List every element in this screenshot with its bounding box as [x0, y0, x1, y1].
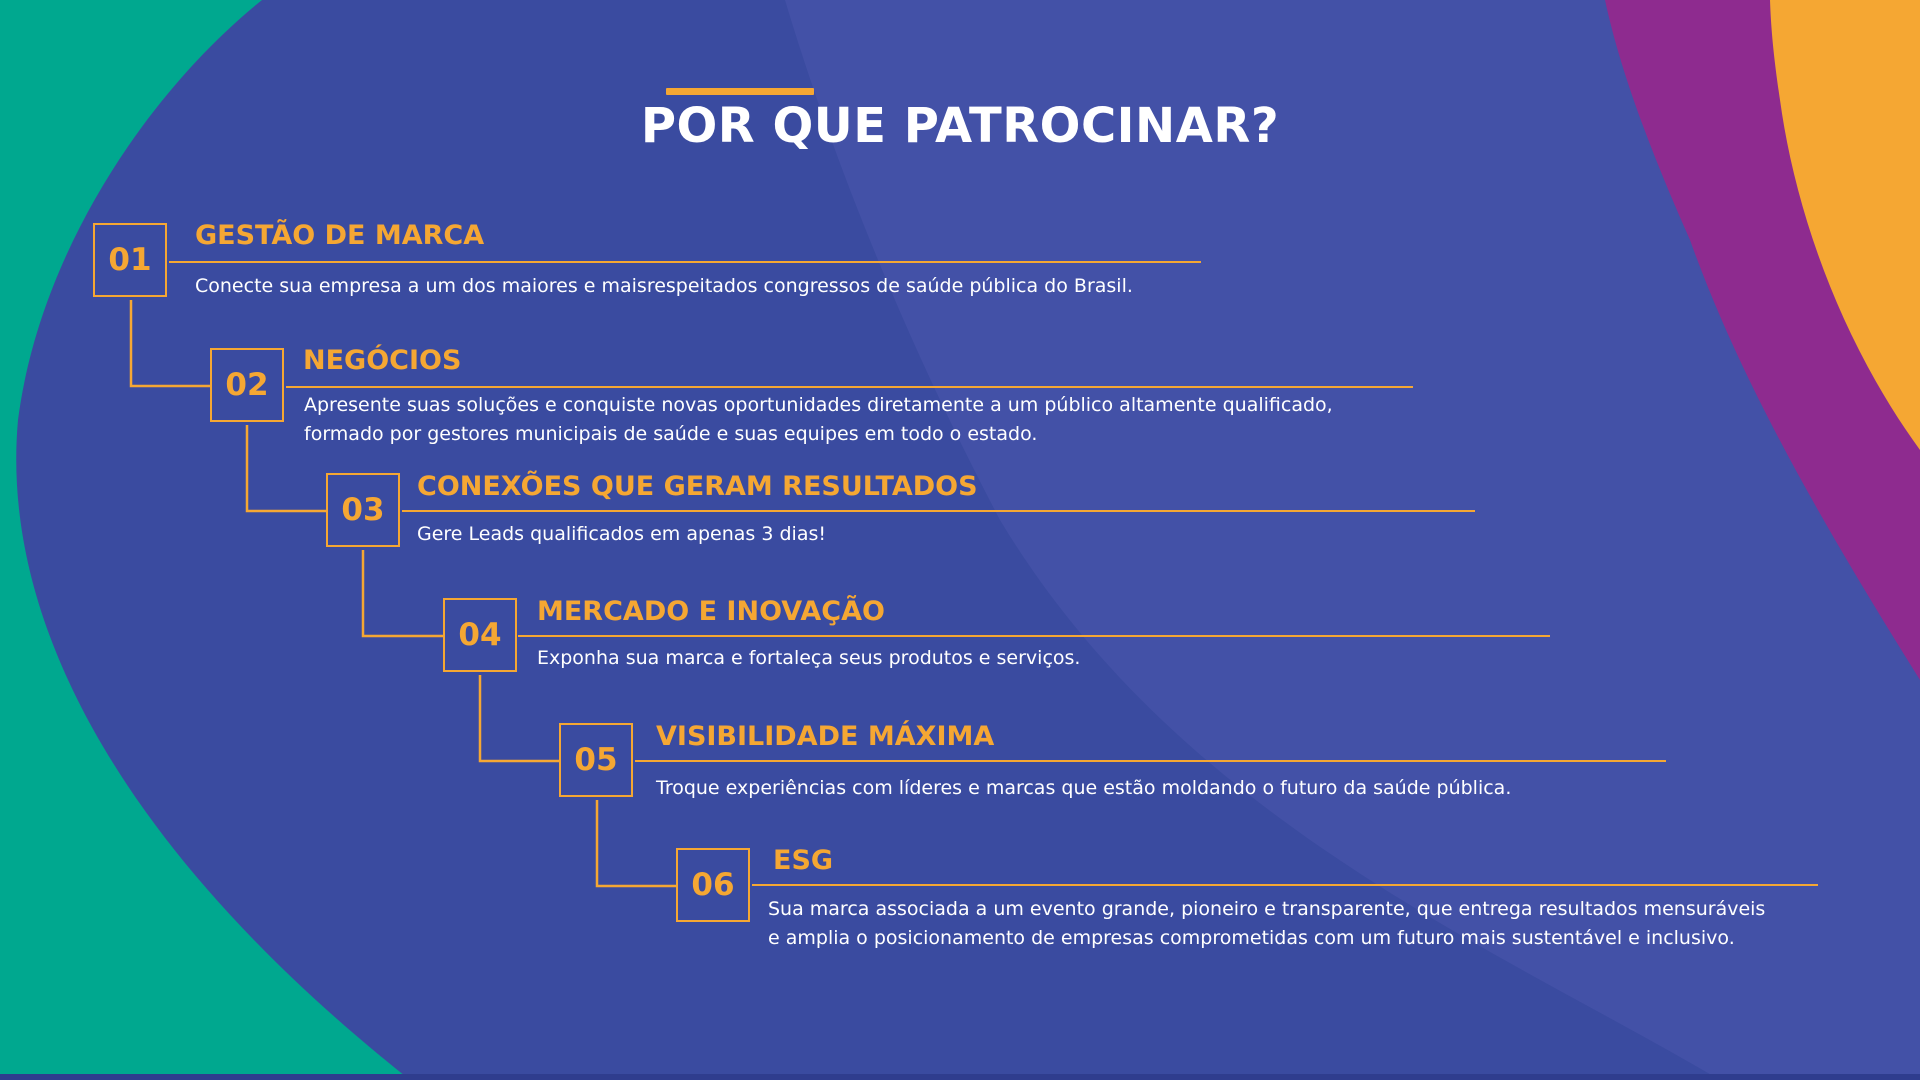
item-title-mercado-e-inovacao: MERCADO E INOVAÇÃO: [537, 596, 885, 627]
item-number-01: 01: [93, 223, 167, 297]
item-title-visibilidade-maxima: VISIBILIDADE MÁXIMA: [656, 721, 995, 752]
item-rule-04: [518, 635, 1550, 637]
item-desc-06-line-1: Sua marca associada a um evento grande, pioneiro e transparente, que entrega resultados mensuráveis: [768, 898, 1766, 920]
item-number-02: 02: [210, 348, 284, 422]
item-desc-05-line-1: Troque experiências com líderes e marcas que estão moldando o futuro da saúde pública.: [656, 777, 1512, 799]
item-title-esg: ESG: [773, 845, 834, 876]
item-number-05: 05: [559, 723, 633, 797]
item-number-06: 06: [676, 848, 750, 922]
item-desc-02-line-1: Apresente suas soluções e conquiste novas oportunidades diretamente a um público altamente qualificado,: [304, 394, 1333, 416]
item-desc-06-line-2: e amplia o posicionamento de empresas comprometidas com um futuro mais sustentável e inclusivo.: [768, 927, 1735, 949]
item-rule-02: [286, 386, 1413, 388]
item-desc-04-line-1: Exponha sua marca e fortaleça seus produtos e serviços.: [537, 647, 1081, 669]
item-rule-05: [635, 760, 1666, 762]
connector-04-05: [480, 675, 559, 761]
item-rule-06: [752, 884, 1818, 886]
item-desc-02-line-2: formado por gestores municipais de saúde e suas equipes em todo o estado.: [304, 423, 1038, 445]
item-number-03: 03: [326, 473, 400, 547]
connector-05-06: [597, 800, 676, 886]
connector-03-04: [363, 550, 443, 636]
page-title: POR QUE PATROCINAR?: [640, 98, 1280, 154]
item-rule-01: [169, 261, 1201, 263]
item-title-conexoes: CONEXÕES QUE GERAM RESULTADOS: [417, 471, 978, 502]
item-number-04: 04: [443, 598, 517, 672]
connector-01-02: [131, 300, 210, 386]
item-desc-01-line-1: Conecte sua empresa a um dos maiores e maisrespeitados congressos de saúde pública do Brasil.: [195, 275, 1133, 297]
item-title-gestao-de-marca: GESTÃO DE MARCA: [195, 220, 485, 251]
item-title-negocios: NEGÓCIOS: [303, 345, 462, 376]
item-rule-03: [402, 510, 1475, 512]
item-desc-03-line-1: Gere Leads qualificados em apenas 3 dias!: [417, 523, 826, 545]
